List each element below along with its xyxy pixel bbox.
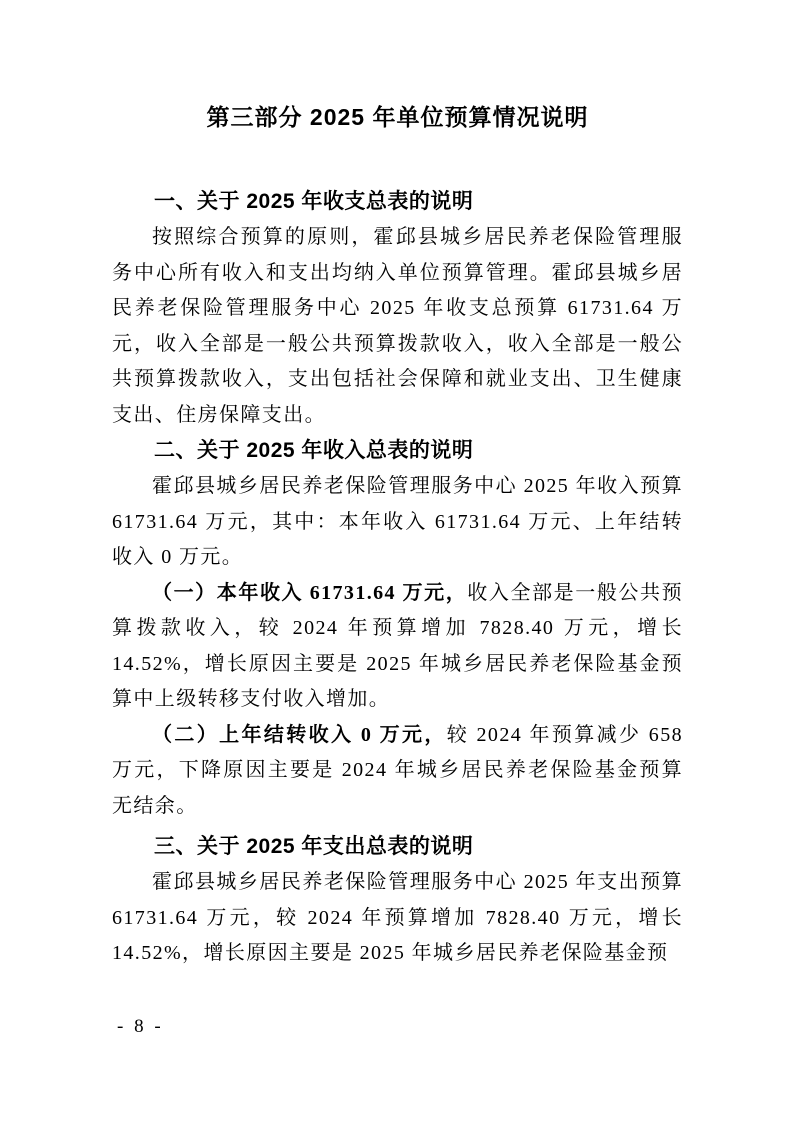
section-income-expenditure-summary: [112, 184, 683, 433]
section-2-heading: 二、关于 2025 年收入总表的说明: [154, 439, 474, 462]
body-paragraph: 霍邱县城乡居民养老保险管理服务中心 2025 年收入预算 61731.64 万元，其中：本年收入 61731.64 万元、上年结转收入 0 万元。: [112, 475, 683, 568]
paragraph-lead: （一）本年收入 61731.64 万元，: [152, 581, 468, 604]
body-paragraph: [112, 576, 683, 718]
section-income-summary: [112, 433, 683, 824]
paragraph-text: 较 2024 年预算减少 658 万元，下降原因主要是 2024 年城乡居民养老保险基金预算无结余。: [112, 723, 684, 817]
section-1-heading: 一、关于 2025 年收支总表的说明: [154, 190, 474, 213]
document-title: 第三部分 2025 年单位预算情况说明: [206, 104, 589, 130]
page-number: - 8 -: [117, 1016, 164, 1037]
section-3-heading: 三、关于 2025 年支出总表的说明: [154, 835, 474, 858]
paragraph-lead: （二）上年结转收入 0 万元，: [152, 723, 447, 746]
paragraph-text: 收入全部是一般公共预算拨款收入，较 2024 年预算增加 7828.40 万元，增长 14.52%，增长原因主要是 2025 年城乡居民养老保险基金预算中上级转移支付收入增加。: [112, 581, 684, 710]
body-paragraph: 霍邱县城乡居民养老保险管理服务中心 2025 年支出预算 61731.64 万元，较 2024 年预算增加 7828.40 万元，增长 14.52%，增长原因主要是 2025 年城乡居民养老保险基金预: [112, 871, 683, 964]
body-paragraph: 按照综合预算的原则，霍邱县城乡居民养老保险管理服务中心所有收入和支出均纳入单位预算管理。霍邱县城乡居民养老保险管理服务中心 2025 年收支总预算 61731.64 万元，收入全部是一般公共预算拨款收入，收入全部是一般公共预算拨款收入，支出包括社会保障和就业支出、卫生健康支出、住房保障支出。: [112, 226, 683, 426]
section-expenditure-summary: [112, 829, 683, 972]
body-paragraph: [112, 718, 683, 825]
